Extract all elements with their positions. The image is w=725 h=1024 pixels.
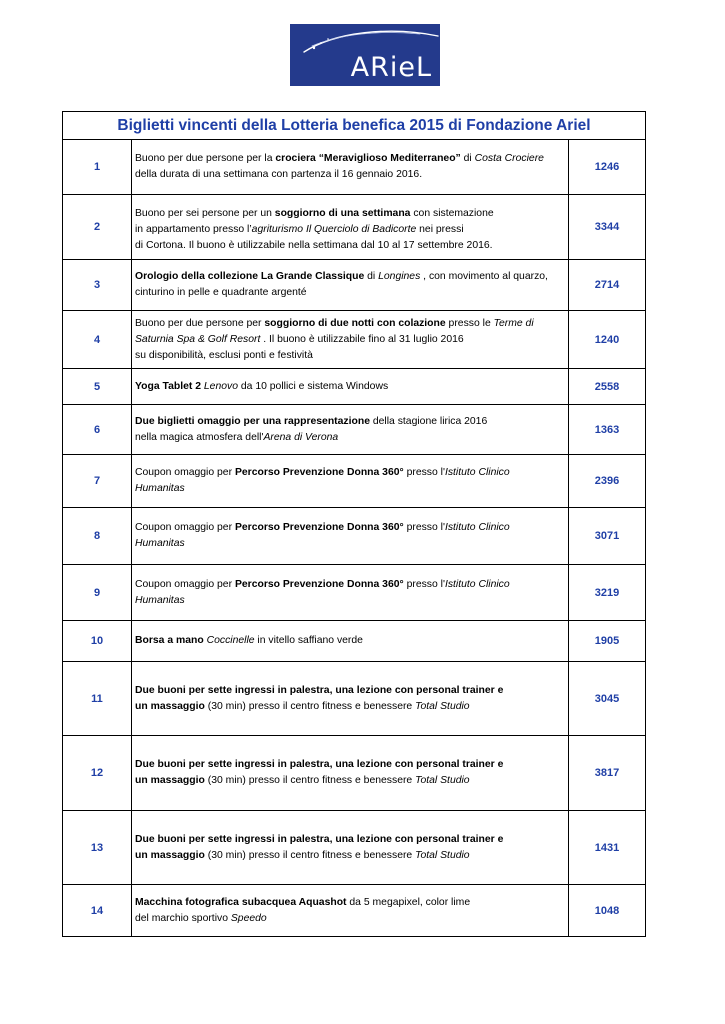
prize-number: 6 <box>63 405 132 455</box>
ticket-number: 1431 <box>569 811 646 885</box>
table-title-row <box>63 112 646 140</box>
prize-text-bold: un massaggio <box>135 700 205 712</box>
prize-description <box>132 885 569 937</box>
table-row <box>63 621 646 662</box>
prize-text: di <box>460 153 475 164</box>
table-row <box>63 736 646 811</box>
prize-text: cinturino in pelle e quadrante argenté <box>135 287 307 298</box>
table-row <box>63 260 646 311</box>
prize-text-italic: Lenovo <box>203 380 238 392</box>
ticket-number: 1240 <box>569 311 646 369</box>
prize-text-bold: soggiorno di una settimana <box>274 208 411 219</box>
table-row <box>63 508 646 565</box>
table-row <box>63 565 646 621</box>
ticket-number: 2714 <box>569 260 646 311</box>
prize-text-bold: Due buoni per sette ingressi in palestra, una lezione con personal trainer e <box>135 833 504 845</box>
ticket-number: 3344 <box>569 195 646 260</box>
prize-text: Coupon omaggio per <box>135 467 235 478</box>
prize-number: 2 <box>63 195 132 260</box>
prize-text-italic: Saturnia Spa & Golf Resort <box>135 333 261 345</box>
ticket-number: 1363 <box>569 405 646 455</box>
prize-description <box>132 565 569 621</box>
prize-text-italic: Longines <box>378 271 421 282</box>
prize-text: della stagione lirica 2016 <box>369 415 488 427</box>
ticket-number: 3219 <box>569 565 646 621</box>
prize-number: 8 <box>63 508 132 565</box>
prize-description <box>132 455 569 508</box>
prize-description <box>132 405 569 455</box>
prize-text: da 5 megapixel, color lime <box>346 896 471 908</box>
prize-number: 14 <box>63 885 132 937</box>
prize-number: 1 <box>63 140 132 195</box>
prize-text: Buono per sei persone per un <box>135 208 275 219</box>
prize-text-italic: Total Studio <box>415 849 470 861</box>
prize-text-bold: Percorso Prevenzione Donna 360° <box>234 522 404 533</box>
ticket-number: 3071 <box>569 508 646 565</box>
prize-text-bold: un massaggio <box>135 849 205 861</box>
prize-text: , con movimento al quarzo, <box>420 271 548 282</box>
prize-number: 9 <box>63 565 132 621</box>
table-row <box>63 885 646 937</box>
prize-text-bold: Yoga Tablet 2 <box>135 380 202 392</box>
prize-text: della durata di una settimana con partenza il 16 gennaio 2016. <box>135 169 423 180</box>
table-row <box>63 405 646 455</box>
prize-text-bold: Macchina fotografica subacquea Aquashot <box>135 896 347 908</box>
prize-text-bold: soggiorno di due notti con colazione <box>264 317 446 329</box>
prize-text: Buono per due persone per <box>135 317 265 329</box>
prize-number: 13 <box>63 811 132 885</box>
prize-text-bold: crociera “Meraviglioso Mediterraneo” <box>275 153 461 164</box>
ticket-number: 3045 <box>569 662 646 736</box>
prize-text-italic: Costa Crociere <box>474 153 544 164</box>
prize-description <box>132 369 569 405</box>
ticket-number: 3817 <box>569 736 646 811</box>
prize-text-italic: Istituto Clinico <box>444 522 510 533</box>
table-row <box>63 311 646 369</box>
prize-text: (30 min) presso il centro fitness e benessere <box>204 775 416 786</box>
ticket-number: 2396 <box>569 455 646 508</box>
prize-text-italic: Humanitas <box>135 483 185 494</box>
prize-text: (30 min) presso il centro fitness e benessere <box>204 849 416 861</box>
table-title: Biglietti vincenti della Lotteria benefica 2015 di Fondazione Ariel <box>63 112 646 140</box>
prize-number: 7 <box>63 455 132 508</box>
prize-text-italic: Humanitas <box>135 594 185 606</box>
winning-tickets-table <box>62 111 646 937</box>
prize-description <box>132 140 569 195</box>
table-row <box>63 140 646 195</box>
prize-text-italic: Istituto Clinico <box>444 467 510 478</box>
prize-text: (30 min) presso il centro fitness e benessere <box>204 700 416 712</box>
prize-text: su disponibilità, esclusi ponti e festività <box>135 349 313 361</box>
prize-text: . Il buono è utilizzabile fino al 31 luglio 2016 <box>260 333 464 345</box>
prize-description <box>132 811 569 885</box>
prize-description <box>132 195 569 260</box>
prize-text-italic: Coccinelle <box>206 635 255 646</box>
prize-description <box>132 311 569 369</box>
ticket-number: 1048 <box>569 885 646 937</box>
prize-text: in vitello saffiano verde <box>254 635 363 646</box>
prize-text-italic: Total Studio <box>415 700 470 712</box>
ticket-number: 2558 <box>569 369 646 405</box>
ticket-number: 1905 <box>569 621 646 662</box>
prize-text: del marchio sportivo <box>135 912 231 924</box>
prize-text-italic: Total Studio <box>415 775 470 786</box>
prize-number: 5 <box>63 369 132 405</box>
prize-text: nella magica atmosfera dell' <box>135 431 264 443</box>
prize-text-italic: agriturismo Il Querciolo di Badicorte <box>251 224 417 235</box>
prize-text-bold: Due buoni per sette ingressi in palestra, una lezione con personal trainer e <box>135 759 504 770</box>
prize-description <box>132 621 569 662</box>
prize-text-italic: Terme di <box>493 317 534 329</box>
table-row <box>63 662 646 736</box>
ariel-logo <box>290 24 440 86</box>
prize-text: presso le <box>445 317 494 329</box>
prize-description <box>132 260 569 311</box>
table-row <box>63 811 646 885</box>
prize-text: con sistemazione <box>410 208 494 219</box>
prize-text-bold: Orologio della collezione La Grande Classique <box>135 271 365 282</box>
prize-text-bold: un massaggio <box>135 775 205 786</box>
prize-text-italic: Istituto Clinico <box>444 578 510 590</box>
prize-text-bold: Due biglietti omaggio per una rappresentazione <box>135 415 370 427</box>
ticket-number: 1246 <box>569 140 646 195</box>
prize-text: presso l' <box>403 522 445 533</box>
prize-text-italic: Speedo <box>230 912 267 924</box>
prize-description <box>132 662 569 736</box>
prize-description <box>132 736 569 811</box>
prize-text: Buono per due persone per la <box>135 153 276 164</box>
table-row <box>63 455 646 508</box>
prize-text: di <box>364 271 379 282</box>
prize-text-bold: Percorso Prevenzione Donna 360° <box>234 467 404 478</box>
prize-text: in appartamento presso l’ <box>135 224 252 235</box>
prize-text: Coupon omaggio per <box>135 578 235 590</box>
prize-text: presso l' <box>403 467 445 478</box>
prize-text-italic: Humanitas <box>135 538 185 549</box>
prize-number: 12 <box>63 736 132 811</box>
prize-number: 4 <box>63 311 132 369</box>
prize-text: presso l' <box>403 578 445 590</box>
prize-text-bold: Due buoni per sette ingressi in palestra, una lezione con personal trainer e <box>135 684 504 696</box>
prize-text: di Cortona. Il buono è utilizzabile nella settimana dal 10 al 17 settembre 2016. <box>135 240 493 251</box>
prize-description <box>132 508 569 565</box>
prize-number: 10 <box>63 621 132 662</box>
prize-text-bold: Borsa a mano <box>135 635 204 646</box>
prize-text: Coupon omaggio per <box>135 522 235 533</box>
prize-text-bold: Percorso Prevenzione Donna 360° <box>234 578 404 590</box>
prize-text-italic: Arena di Verona <box>263 431 339 443</box>
prize-text: da 10 pollici e sistema Windows <box>238 380 389 392</box>
table-row <box>63 195 646 260</box>
prize-number: 11 <box>63 662 132 736</box>
table-row <box>63 369 646 405</box>
prize-number: 3 <box>63 260 132 311</box>
prize-text: nei pressi <box>416 224 464 235</box>
logo-text: ARieL <box>350 52 432 83</box>
